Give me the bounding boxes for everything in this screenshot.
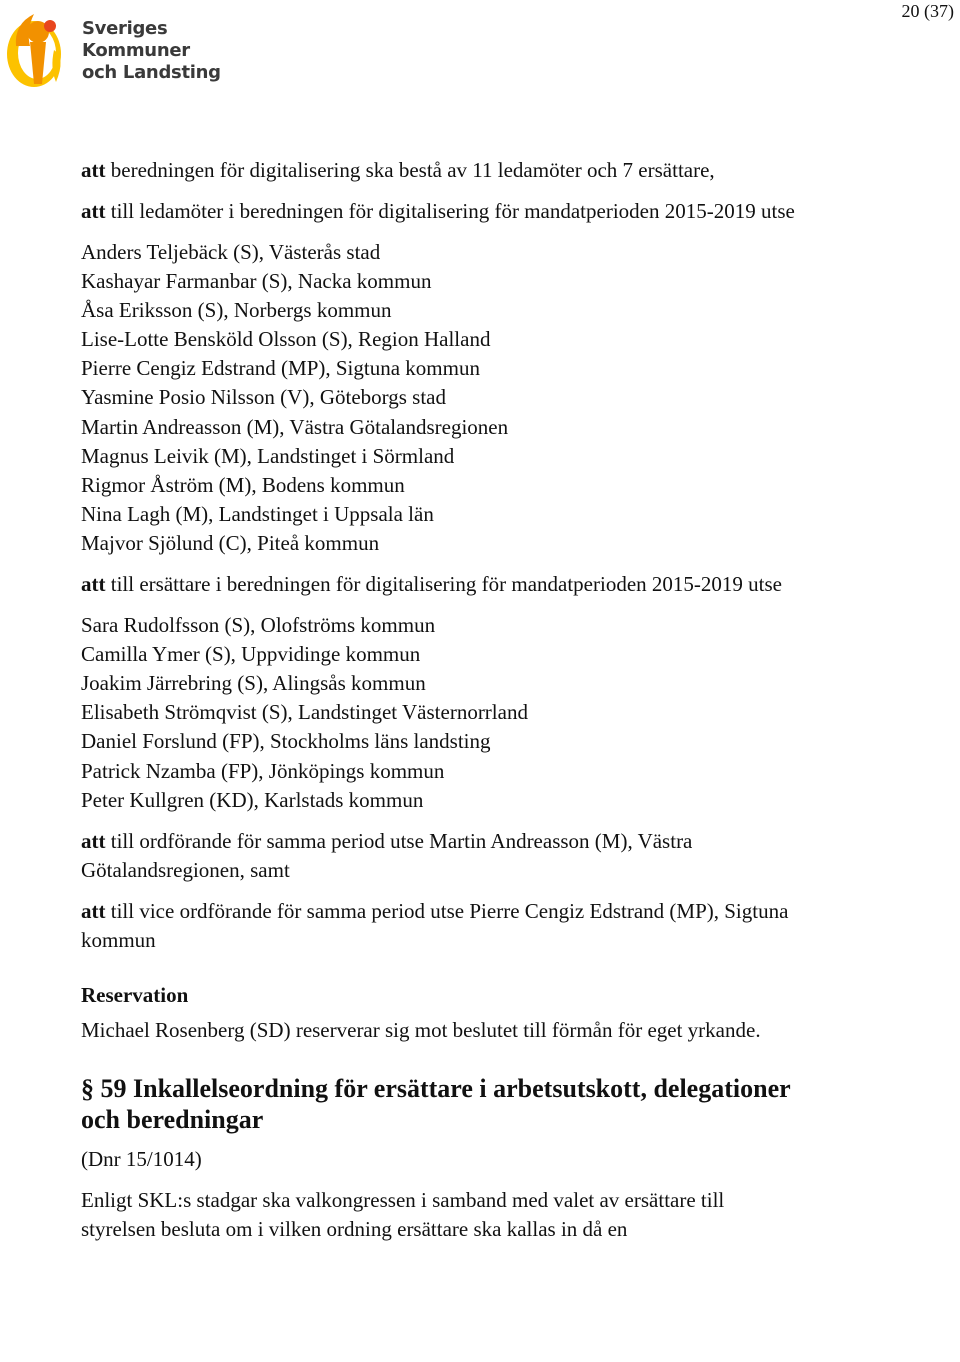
att-keyword: att: [81, 158, 106, 182]
list-item: Martin Andreasson (M), Västra Götalandsregionen: [81, 414, 509, 439]
page-number: 20 (37): [901, 1, 954, 21]
decision-paragraph-1: [81, 156, 801, 185]
paragraph-text: till ersättare i beredningen för digitalisering för mandatperioden 2015-2019 utse: [105, 572, 782, 597]
list-item: Peter Kullgren (KD), Karlstads kommun: [81, 787, 424, 812]
att-keyword: att: [81, 199, 106, 223]
att-keyword: att: [81, 572, 106, 597]
logo-wordmark: [82, 18, 221, 84]
decision-paragraph-3: [81, 570, 801, 599]
list-item: Sara Rudolfsson (S), Olofströms kommun: [81, 613, 436, 638]
att-keyword: att: [81, 898, 106, 923]
logo-line-3: och Landsting: [82, 62, 221, 83]
paragraph-text: till vice ordförande för samma period utse Pierre Cengiz Edstrand (MP), Sigtuna kommun: [81, 898, 789, 952]
list-item: Nina Lagh (M), Landstinget i Uppsala län: [81, 501, 434, 526]
section-text: Enligt SKL:s stadgar ska valkongressen i samband med valet av ersättare till styrelsen besluta om i vilken ordning ersättare ska kallas in då en: [81, 1187, 725, 1241]
list-item: Kashayar Farmanbar (S), Nacka kommun: [81, 269, 432, 294]
list-item: Patrick Nzamba (FP), Jönköpings kommun: [81, 758, 445, 783]
decision-paragraph-2: [81, 197, 801, 226]
decision-paragraph-5: [81, 897, 801, 955]
paragraph-text: till ordförande för samma period utse Martin Andreasson (M), Västra Götalandsregionen, samt: [81, 828, 693, 882]
dnr-reference: (Dnr 15/1014): [81, 1146, 202, 1171]
list-item: Majvor Sjölund (C), Piteå kommun: [81, 530, 380, 555]
list-item: Daniel Forslund (FP), Stockholms läns landsting: [81, 729, 491, 754]
list-item: Åsa Eriksson (S), Norbergs kommun: [81, 298, 392, 323]
att-keyword: att: [81, 828, 106, 853]
paragraph-text: beredningen för digitalisering ska bestå av 11 ledamöter och 7 ersättare,: [105, 158, 715, 182]
list-item: Lise-Lotte Bensköld Olsson (S), Region Halland: [81, 327, 491, 352]
members-list: [81, 238, 801, 558]
list-item: Joakim Järrebring (S), Alingsås kommun: [81, 671, 426, 696]
reservation-heading: Reservation: [81, 982, 189, 1007]
list-item: Pierre Cengiz Edstrand (MP), Sigtuna kommun: [81, 356, 480, 381]
skl-logo: [4, 6, 224, 92]
logo-line-2: Kommuner: [82, 40, 190, 61]
skl-emblem-icon: [4, 6, 80, 92]
list-item: Yasmine Posio Nilsson (V), Göteborgs stad: [81, 385, 446, 410]
reservation-text: Michael Rosenberg (SD) reserverar sig mot beslutet till förmån för eget yrkande.: [81, 1017, 761, 1042]
substitutes-list: [81, 611, 801, 815]
paragraph-text: till ledamöter i beredningen för digitalisering för mandatperioden 2015-2019 utse: [105, 199, 795, 223]
section-title: § 59 Inkallelseordning för ersättare i arbetsutskott, delegationer och beredningar: [81, 1073, 791, 1134]
list-item: Anders Teljebäck (S), Västerås stad: [81, 240, 381, 264]
document-body: [81, 156, 801, 1256]
logo-line-1: Sveriges: [82, 18, 168, 39]
list-item: Magnus Leivik (M), Landstinget i Sörmland: [81, 443, 455, 468]
decision-paragraph-4: [81, 827, 801, 885]
list-item: Elisabeth Strömqvist (S), Landstinget Västernorrland: [81, 700, 528, 725]
list-item: Rigmor Åström (M), Bodens kommun: [81, 472, 405, 497]
list-item: Camilla Ymer (S), Uppvidinge kommun: [81, 642, 421, 667]
